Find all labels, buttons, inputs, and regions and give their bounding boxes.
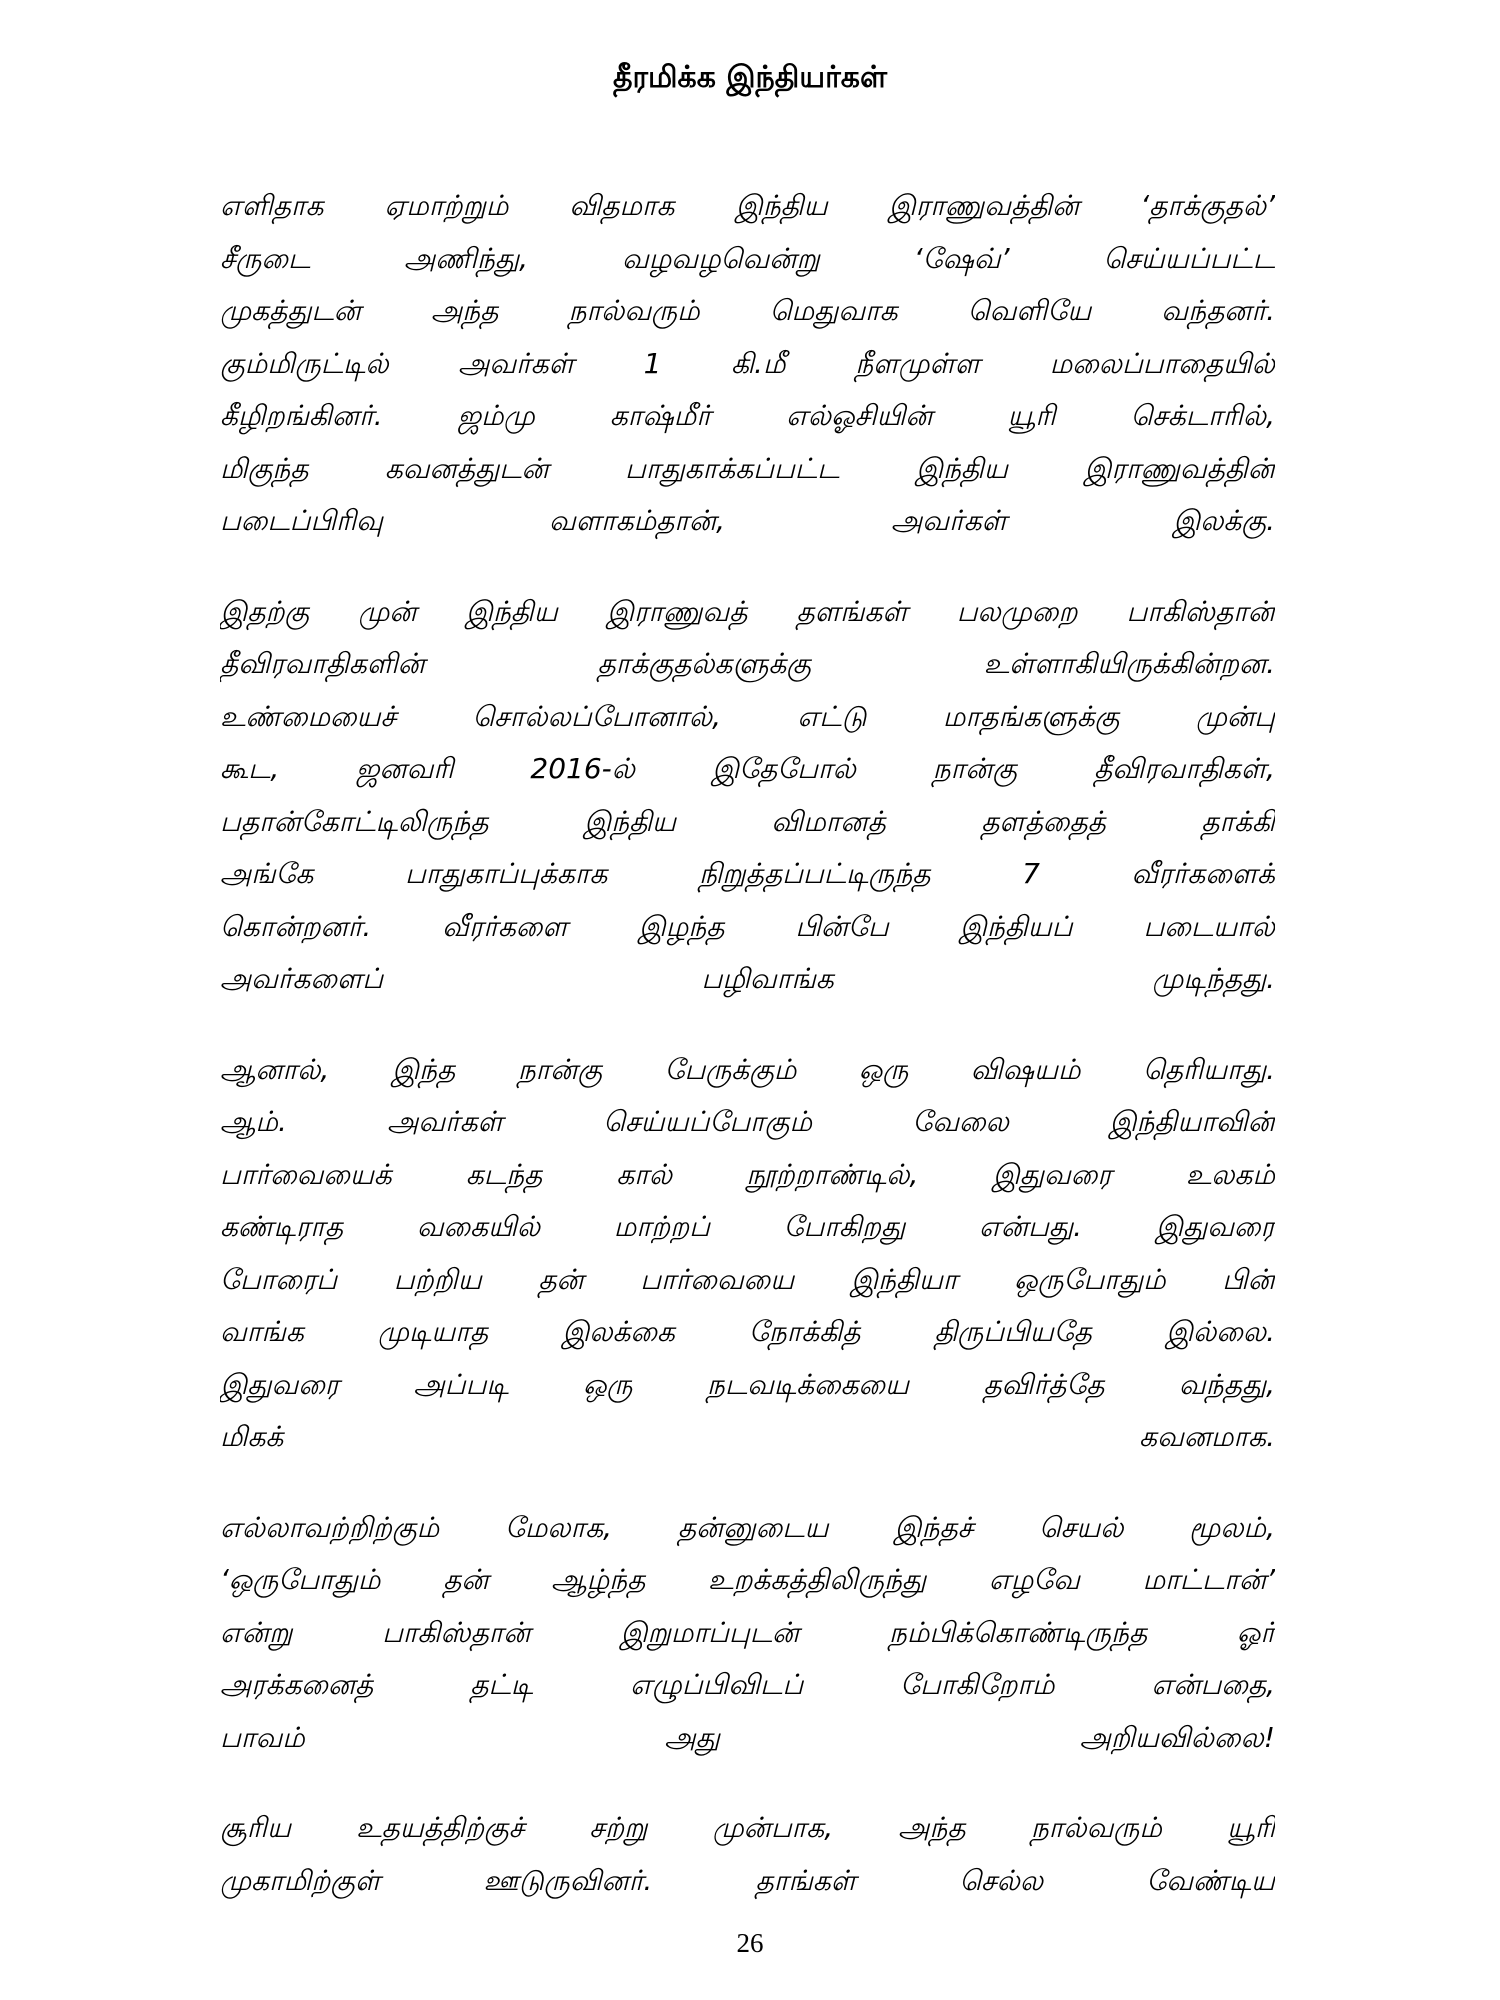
running-header-title: தீரமிக்க இந்தியர்கள்: [612, 60, 888, 95]
text-line: என்று பாகிஸ்தான் இறுமாப்புடன் நம்பிக்கொண்டிருந்த ஓர்: [220, 1615, 1275, 1649]
text-line: கொன்றனர். வீரர்களை இழந்த பின்பே இந்தியப் படையால்: [220, 909, 1275, 943]
text-line: கூட, ஜனவரி 2016-ல் இதேபோல் நான்கு தீவிரவாதிகள்,: [220, 752, 1275, 785]
page-number: 26: [736, 1928, 764, 1958]
text-line: பதான்கோட்டிலிருந்த இந்திய விமானத் தளத்தைத் தாக்கி: [220, 804, 1275, 838]
paragraph-3: [220, 1044, 1275, 1464]
text-line: பார்வையைக் கடந்த கால் நூற்றாண்டில், இதுவரை உலகம்: [220, 1157, 1275, 1191]
paragraph-1: [220, 180, 1275, 548]
text-line: ஆம். அவர்கள் செய்யப்போகும் வேலை இந்தியாவின்: [220, 1105, 1275, 1138]
text-line: தீவிரவாதிகளின் தாக்குதல்களுக்கு உள்ளாகியிருக்கின்றன.: [220, 647, 1275, 680]
text-line: எளிதாக ஏமாற்றும் விதமாக இந்திய இராணுவத்தின் ‘தாக்குதல்’: [220, 189, 1275, 222]
text-line: முகத்துடன் அந்த நால்வரும் மெதுவாக வெளியே வந்தனர்.: [220, 294, 1275, 327]
text-line: சூரிய உதயத்திற்குச் சற்று முன்பாக, அந்த நால்வரும் யூரி: [220, 1811, 1275, 1844]
text-line: அவர்களைப் பழிவாங்க முடிந்தது.: [220, 962, 1275, 995]
text-line: மிகுந்த கவனத்துடன் பாதுகாக்கப்பட்ட இந்திய இராணுவத்தின்: [220, 451, 1275, 485]
text-line: இதற்கு முன் இந்திய இராணுவத் தளங்கள் பலமுறை பாகிஸ்தான்: [220, 594, 1275, 628]
text-line: மிகக் கவனமாக.: [220, 1420, 1275, 1453]
text-line: எல்லாவற்றிற்கும் மேலாக, தன்னுடைய இந்தச் செயல் மூலம்,: [220, 1510, 1275, 1544]
text-line: பாவம் அது அறியவில்லை!: [220, 1720, 1275, 1754]
text-line: ஆனால், இந்த நான்கு பேருக்கும் ஒரு விஷயம் தெரியாது.: [220, 1052, 1275, 1086]
text-line: போரைப் பற்றிய தன் பார்வையை இந்தியா ஒருபோதும் பின்: [220, 1262, 1275, 1296]
body-text: [220, 180, 1275, 1945]
text-line: படைப்பிரிவு வளாகம்தான், அவர்கள் இலக்கு.: [220, 504, 1275, 537]
text-line: அங்கே பாதுகாப்புக்காக நிறுத்தப்பட்டிருந்த 7 வீரர்களைக்: [220, 857, 1275, 890]
paragraph-5: [220, 1802, 1275, 1907]
text-line: வாங்க முடியாத இலக்கை நோக்கித் திருப்பியதே இல்லை.: [220, 1315, 1275, 1348]
text-line: அரக்கனைத் தட்டி எழுப்பிவிடப் போகிறோம் என்பதை,: [220, 1668, 1275, 1701]
paragraph-4: [220, 1502, 1275, 1765]
text-line: இதுவரை அப்படி ஒரு நடவடிக்கையை தவிர்த்தே வந்தது,: [220, 1367, 1275, 1401]
text-line: ‘ஒருபோதும் தன் ஆழ்ந்த உறக்கத்திலிருந்து எழவே மாட்டான்’: [220, 1563, 1275, 1596]
text-line: கீழிறங்கினர். ஜம்மு காஷ்மீர் எல்ஓசியின் யூரி செக்டாரில்,: [220, 399, 1275, 432]
text-line: கும்மிருட்டில் அவர்கள் 1 கி.மீ நீளமுள்ள மலைப்பாதையில்: [220, 346, 1275, 380]
text-line: முகாமிற்குள் ஊடுருவினர். தாங்கள் செல்ல வேண்டிய: [220, 1863, 1275, 1897]
paragraph-2: [220, 586, 1275, 1006]
text-line: உண்மையைச் சொல்லப்போனால், எட்டு மாதங்களுக்கு முன்பு: [220, 699, 1275, 733]
text-line: சீருடை அணிந்து, வழவழவென்று ‘ஷேவ்’ செய்யப்பட்ட: [220, 241, 1275, 275]
text-line: கண்டிராத வகையில் மாற்றப் போகிறது என்பது. இதுவரை: [220, 1210, 1275, 1243]
